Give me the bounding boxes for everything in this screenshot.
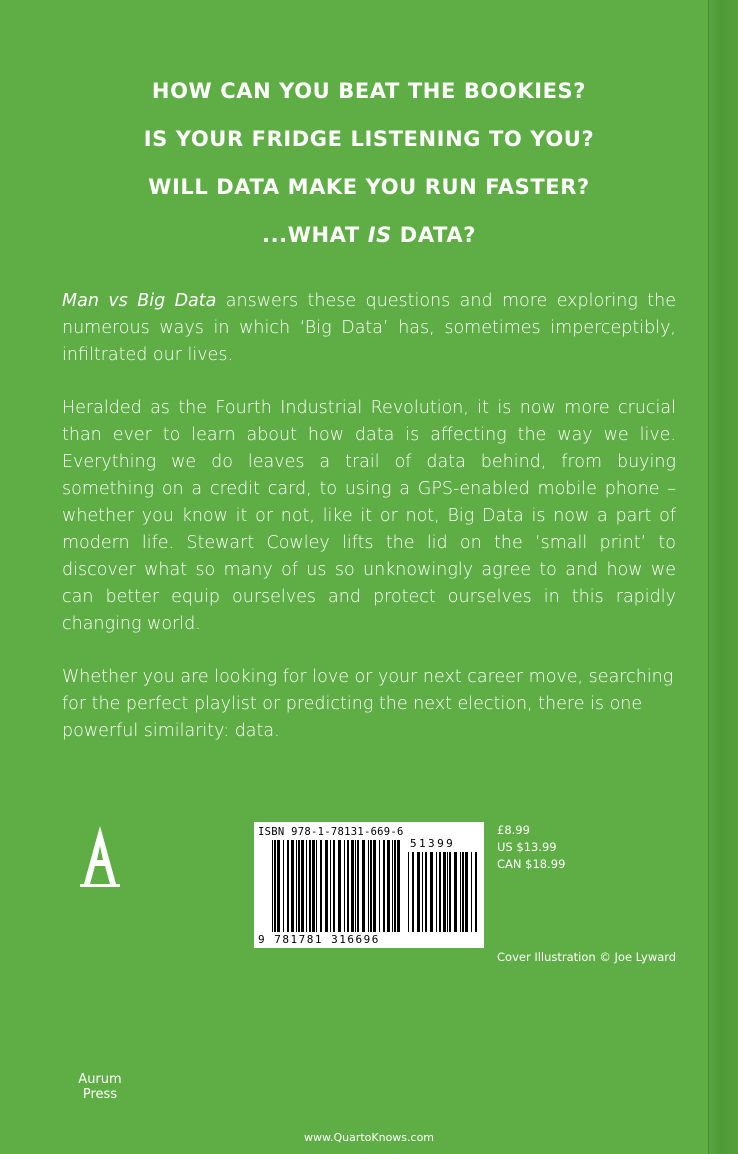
barcode-addon-bar [412, 852, 414, 932]
barcode-addon-bar [417, 852, 420, 932]
barcode-addon-bar [422, 852, 423, 932]
barcode-main-bar [368, 840, 369, 932]
barcode-main-bar [306, 840, 307, 932]
barcode-addon-bar [430, 852, 433, 932]
price-list [497, 822, 565, 873]
price-gbp: £8.99 [497, 823, 530, 837]
barcode-main-bar [347, 840, 349, 932]
barcode-addon-bar [408, 852, 409, 932]
barcode-addon-bar [447, 852, 448, 932]
barcode-main-bar [316, 840, 317, 932]
headline-block [0, 78, 738, 270]
barcode-addon-digits: 51399 [410, 837, 456, 850]
barcode-addon-bar [425, 852, 427, 932]
barcode-main-bar [312, 840, 315, 932]
publisher-name-line-1: Aurum [78, 1072, 122, 1087]
publisher-name-line-2: Press [82, 1087, 118, 1102]
price-us: US $13.99 [497, 840, 557, 854]
barcode-main-bar [325, 840, 328, 932]
barcode-addon-bar [436, 852, 437, 932]
headline-1: HOW CAN YOU BEAT THE BOOKIES? [151, 79, 587, 103]
blurb-paragraph-3: Whether you are looking for love or your next career move, searching for the perfect playlist or predicting the next election, there is one powerful similarity: data. [62, 667, 674, 741]
headline-4-pre: ...WHAT [262, 223, 368, 247]
barcode-main-bar [291, 840, 294, 932]
publisher-website: www.QuartoKnows.com [303, 1131, 435, 1144]
barcode-main-bar [272, 840, 273, 932]
barcode-addon-bars [408, 852, 478, 932]
headline-4-post: DATA? [391, 223, 476, 247]
barcode-addon-bar [462, 852, 464, 932]
aurum-logo-icon [70, 820, 130, 900]
barcode-main-bar [301, 840, 304, 932]
headline-4 [0, 222, 738, 270]
blurb-paragraph-1 [62, 288, 676, 369]
blurb [62, 288, 676, 771]
barcode-main-bar [362, 840, 365, 932]
barcode-main-bar [344, 840, 345, 932]
barcode-main-bar [357, 840, 359, 932]
barcode-main-bar [309, 840, 311, 932]
headline-2: IS YOUR FRIDGE LISTENING TO YOU? [143, 127, 595, 151]
barcode-main-bar [392, 840, 393, 932]
barcode-addon-bar [439, 852, 441, 932]
barcode-main-bars [272, 840, 402, 932]
barcode-main-bar [383, 840, 385, 932]
barcode-main-bar [379, 840, 380, 932]
barcode-addon-bar [475, 852, 477, 932]
isbn-label: ISBN 978-1-78131-669-6 [258, 826, 404, 838]
barcode-addon-bar [443, 852, 446, 932]
barcode-addon-bar [449, 852, 451, 932]
price-can: CAN $18.99 [497, 857, 566, 871]
barcode-main-bar [333, 840, 335, 932]
barcode-main-bar [351, 840, 354, 932]
barcode-main-bar [298, 840, 300, 932]
barcode-main-bar [287, 840, 289, 932]
headline-3: WILL DATA MAKE YOU RUN FASTER? [148, 175, 590, 199]
barcode-main-bar [373, 840, 376, 932]
barcode-main-bar [394, 840, 396, 932]
barcode-addon-bar [465, 852, 468, 932]
barcode-addon-bar [454, 852, 457, 932]
barcode-main-bar [274, 840, 276, 932]
headline-4-emph: IS [367, 223, 392, 247]
blurb-paragraph-1-text: answers these questions and more exploring the numerous ways in which ‘Big Data’ has, sometimes imperceptibly, infiltrated our lives. [62, 291, 676, 365]
barcode-main-bar [320, 840, 322, 932]
barcode-main-bar [338, 840, 341, 932]
cover-illustration-credit: Cover Illustration © Joe Lyward [497, 950, 677, 964]
barcode-addon-bar [460, 852, 461, 932]
barcode-main-bar [355, 840, 356, 932]
barcode-main-bar [277, 840, 280, 932]
blurb-paragraph-2: Heralded as the Fourth Industrial Revolution, it is now more crucial than ever to learn about how data is affecting the way we live. Everything we do leaves a trail of data behind, from buying something on a credit card, to using a GPS-enabled mobile phone – whether you know it or not, like it or not, Big Data is now a part of modern life. Stewart Cowley lifts the lid on the ‘small print’ to discover what so many of us so unknowingly agree to and how we can better equip ourselves and protect ourselves in this rapidly changing world. [62, 398, 676, 634]
book-title: Man vs Big Data [62, 291, 217, 311]
barcode-main-bar [370, 840, 372, 932]
barcode-main-bar [296, 840, 297, 932]
barcode-main-bar [330, 840, 331, 932]
barcode-ean-digits: 9 781781 316696 [258, 933, 380, 946]
publisher-name [62, 1072, 138, 1102]
barcode-main-bar [387, 840, 390, 932]
barcode-main-bar [397, 840, 400, 932]
barcode-addon-bar [471, 852, 472, 932]
barcode-main-bar [283, 840, 284, 932]
